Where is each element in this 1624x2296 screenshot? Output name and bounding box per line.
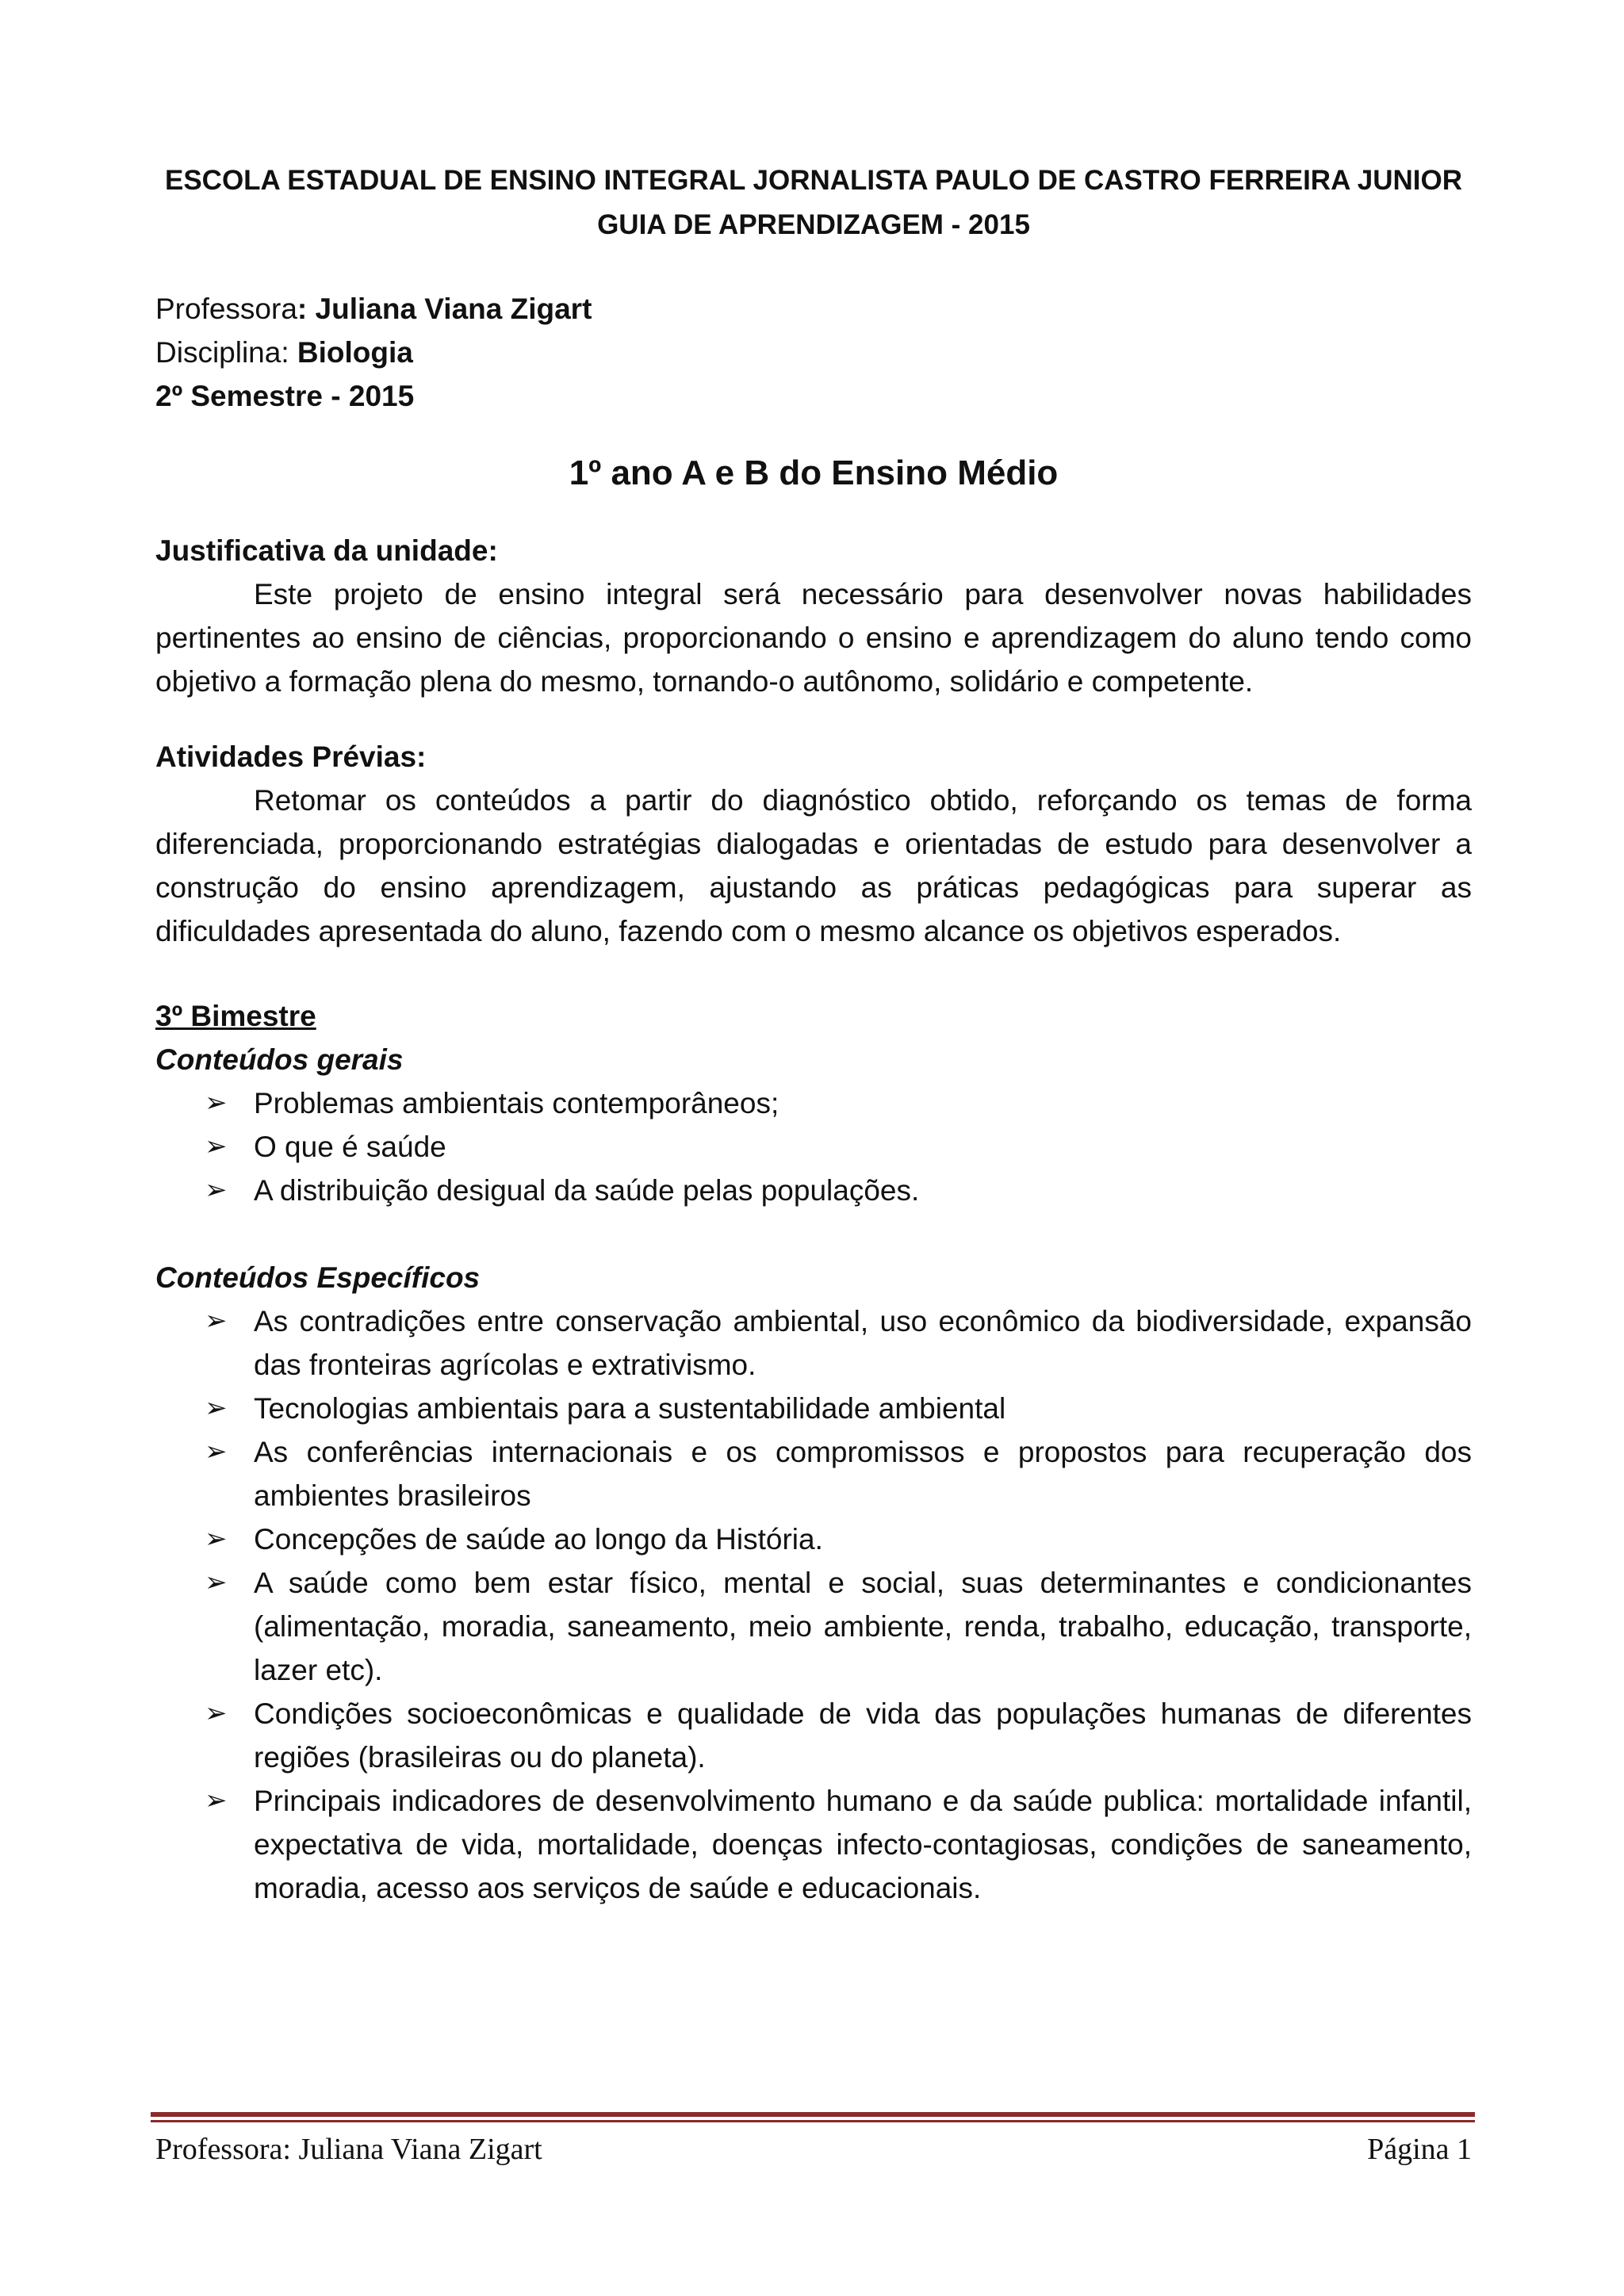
- atividades-title: Atividades Prévias:: [155, 740, 427, 773]
- arrow-bullet-icon: ➢: [205, 1785, 228, 1816]
- list-item: ➢ A saúde como bem estar físico, mental e social, suas determinantes e condicionantes (alimentação, moradia, saneamento, meio ambiente, renda, trabalho, educação, transporte, lazer etc).: [155, 1561, 1472, 1692]
- subject-line: [155, 331, 1472, 374]
- subject-name: Biologia: [297, 336, 413, 369]
- list-item: ➢ Tecnologias ambientais para a sustentabilidade ambiental: [155, 1387, 1472, 1430]
- justificativa-title: Justificativa da unidade:: [155, 534, 498, 567]
- teacher-line: [155, 287, 1472, 331]
- semester-line: [155, 374, 1472, 418]
- page-footer: [155, 2130, 1472, 2169]
- conteudos-especificos-list: [155, 1299, 1472, 1910]
- subject-label: Disciplina:: [155, 336, 297, 369]
- arrow-bullet-icon: ➢: [205, 1088, 228, 1118]
- list-item: ➢ O que é saúde: [155, 1125, 1472, 1169]
- conteudos-especificos-title: Conteúdos Específicos: [155, 1261, 481, 1294]
- list-item: ➢ Concepções de saúde ao longo da História.: [155, 1517, 1472, 1561]
- arrow-bullet-icon: ➢: [205, 1698, 228, 1728]
- arrow-bullet-icon: ➢: [205, 1131, 228, 1161]
- bimestre-title: 3º Bimestre: [155, 1000, 316, 1032]
- arrow-bullet-icon: ➢: [205, 1567, 228, 1598]
- document-page: [155, 159, 1472, 1910]
- footer-teacher: Professora: Juliana Viana Zigart: [155, 2133, 542, 2166]
- teacher-label: Professora: [155, 293, 297, 325]
- grade-title: 1º ano A e B do Ensino Médio: [569, 453, 1059, 492]
- info-block: [155, 287, 1472, 418]
- list-item: ➢ Condições socioeconômicas e qualidade de vida das populações humanas de diferentes regiões (brasileiras ou do planeta).: [155, 1692, 1472, 1779]
- conteudos-gerais-title: Conteúdos gerais: [155, 1043, 404, 1076]
- footer-rule: [151, 2112, 1475, 2125]
- semester: 2º Semestre - 2015: [155, 380, 415, 412]
- list-item: ➢ A distribuição desigual da saúde pelas populações.: [155, 1169, 1472, 1212]
- arrow-bullet-icon: ➢: [205, 1393, 228, 1423]
- list-item: ➢ As conferências internacionais e os compromissos e propostos para recuperação dos ambientes brasileiros: [155, 1430, 1472, 1517]
- list-item: ➢ Principais indicadores de desenvolvimento humano e da saúde publica: mortalidade infantil, expectativa de vida, mortalidade, doenças infecto-contagiosas, condições de saneamento, moradia, acesso aos serviços de saúde e educacionais.: [155, 1779, 1472, 1910]
- arrow-bullet-icon: ➢: [205, 1524, 228, 1554]
- arrow-bullet-icon: ➢: [205, 1437, 228, 1467]
- list-item: ➢ As contradições entre conservação ambiental, uso econômico da biodiversidade, expansão das fronteiras agrícolas e extrativismo.: [155, 1299, 1472, 1387]
- teacher-name: : Juliana Viana Zigart: [297, 293, 592, 325]
- conteudos-gerais-list: [155, 1081, 1472, 1212]
- arrow-bullet-icon: ➢: [205, 1175, 228, 1205]
- page-number: Página 1: [1367, 2133, 1472, 2166]
- guide-title: GUIA DE APRENDIZAGEM - 2015: [597, 209, 1030, 240]
- school-name: ESCOLA ESTADUAL DE ENSINO INTEGRAL JORNALISTA PAULO DE CASTRO FERREIRA JUNIOR: [164, 165, 1463, 196]
- arrow-bullet-icon: ➢: [205, 1306, 228, 1336]
- document-header: [155, 159, 1472, 247]
- list-item: ➢ Problemas ambientais contemporâneos;: [155, 1081, 1472, 1125]
- atividades-text: Retomar os conteúdos a partir do diagnóstico obtido, reforçando os temas de forma diferenciada, proporcionando estratégias dialogadas e orientadas de estudo para desenvolver a construção do ensino aprendizagem, ajustando as práticas pedagógicas para superar as dificuldades apresentada do aluno, fazendo com o mesmo alcance os objetivos esperados.: [155, 784, 1472, 947]
- justificativa-text: Este projeto de ensino integral será necessário para desenvolver novas habilidades pertinentes ao ensino de ciências, proporcionando o ensino e aprendizagem do aluno tendo como objetivo a formação plena do mesmo, tornando-o autônomo, solidário e competente.: [155, 578, 1472, 698]
